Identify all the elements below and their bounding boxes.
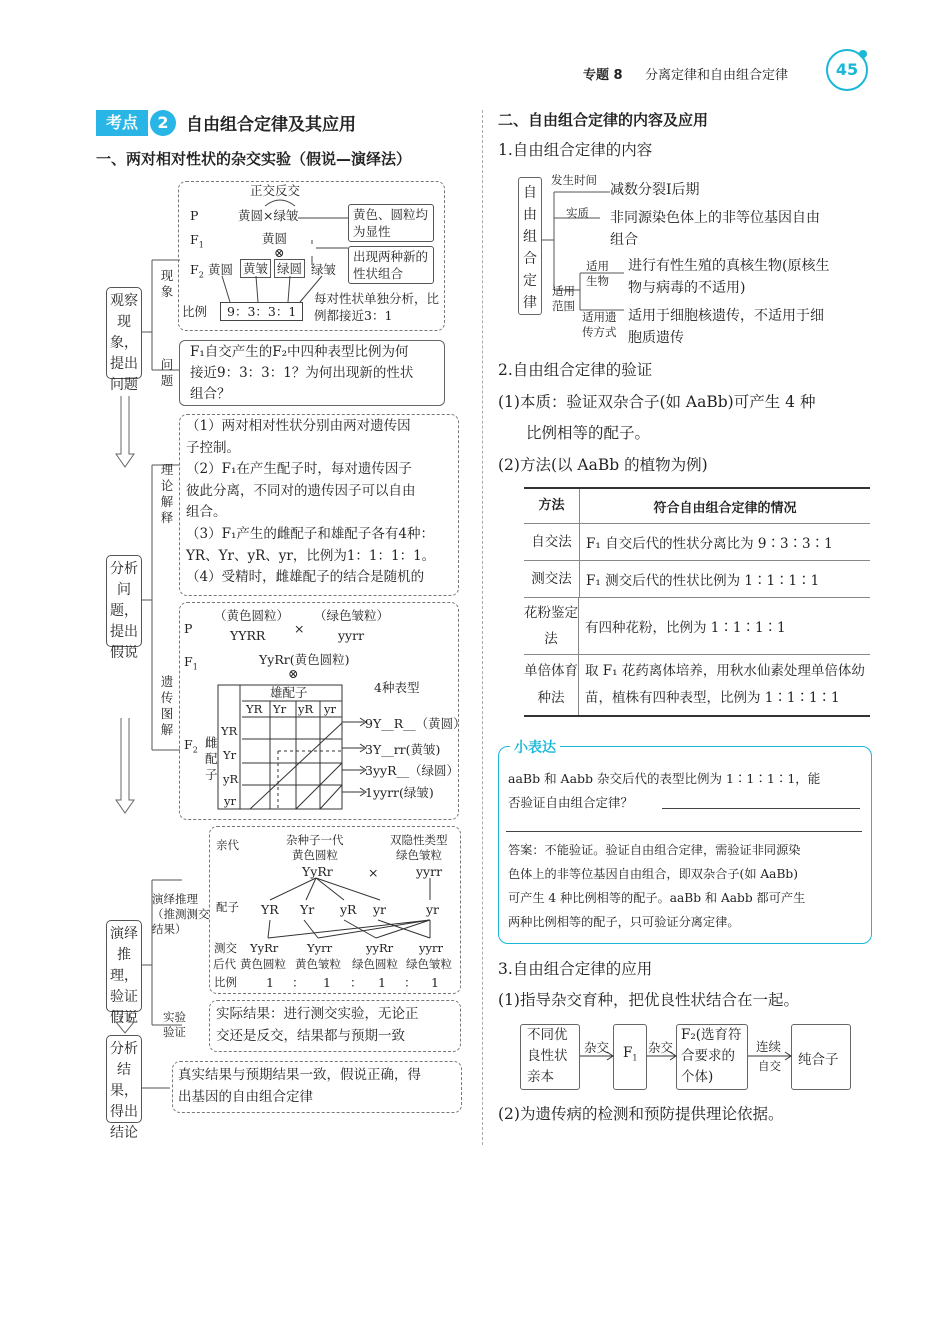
flow-arrow-label: 连续 (756, 1039, 782, 1054)
tc-ratio-4: 1 (431, 975, 439, 990)
column-divider (482, 110, 483, 1145)
punnett-f2: $F_2$ (184, 737, 198, 755)
result-1: 9Y__R__（黄圆） (365, 716, 466, 731)
label-question: 问题 (160, 357, 174, 388)
tc-gamete-5: yr (426, 902, 440, 917)
tc-pheno-label: 后代 (213, 957, 236, 971)
flow-arrow-label: 杂交 (648, 1040, 674, 1055)
f2-pheno-1: 黄圆 (208, 262, 234, 277)
cross1-direction: 正交反交 (250, 183, 301, 198)
header-topic-title: 分离定律和自由组合定律 (645, 68, 789, 83)
gamete-col-1: YR (246, 702, 263, 716)
punnett-f1: $F_1$ (184, 654, 198, 672)
down-arrow-icon (114, 396, 136, 468)
tc-recessive-pheno: 绿色皱粒 (396, 848, 442, 862)
gamete-col-2: Yr (273, 702, 287, 716)
punnett-f1-geno: YyRr(黄色圆粒) (259, 652, 350, 667)
tc-recessive-label: 双隐性类型 (390, 833, 448, 847)
tc-ratio-label: 比例 (214, 975, 237, 989)
theory-text: （1）两对相对性状分别由两对遗传因 子控制。 （2）F₁在产生配子时，每对遗传因子 彼此分离，不同对的遗传因子可以自由 组合。 （3）F₁产生的雌配子和雄配子各有4种： YR、Yr、yR、yr，比例为1：1：1：1。 （4）受精时，雌雄配子的结合是随机的 (186, 418, 436, 586)
s3-2: (2)为遗传病的检测和预防提供理论依据。 (498, 1105, 784, 1123)
answer-blank[interactable] (506, 831, 862, 832)
tc-pheno-2: 黄色皱粒 (295, 957, 341, 971)
tc-gamete-4: yr (373, 902, 387, 917)
cross1-parents: 黄圆×绿皱 (238, 208, 299, 223)
s2-2: (2)方法(以 AaBb 的植物为例) (498, 456, 708, 474)
s3-1: (1)指导杂交育种，把优良性状结合在一起。 (498, 991, 799, 1009)
note-title: 小表达 (510, 737, 560, 757)
tc-gamete-label: 配子 (216, 900, 239, 914)
label-experiment: 实验验证 (163, 1010, 186, 1039)
cross1-ratio: 9：3：3：1 (220, 302, 303, 321)
label-diagram: 遗传图解 (160, 674, 174, 737)
side-box-hypothesis: 分析问题，提出假说 (106, 555, 142, 647)
single-trait-note: 每对性状单独分析，比例都接近3：1 (314, 291, 440, 323)
tc-times: × (368, 865, 379, 880)
flow-f2: F₂(选育符合要求的个体) (681, 1027, 742, 1085)
female-gamete-label: 雌配子 (205, 735, 218, 782)
selfing-icon: ⊗ (274, 245, 285, 260)
tc-ratio-2: 1 (323, 975, 331, 990)
result-2: 3Y__rr(黄皱) (365, 742, 441, 757)
essence-label: 实质 (566, 206, 589, 220)
punnett-p2: yyrr (338, 628, 365, 643)
page-number: 45 (835, 60, 859, 79)
section-title: 自由组合定律及其应用 (186, 115, 356, 135)
punnett-times: × (294, 621, 305, 636)
down-arrow-icon (114, 718, 136, 814)
tc-ratio-sep: ： (350, 975, 363, 990)
note-question: aaBb 和 Aabb 杂交后代的表型比例为 1∶1∶1∶1，能 否验证自由组合定律？ (508, 771, 821, 810)
organism-text: 进行有性生殖的真核生物(原核生 物与病毒的不适用) (628, 258, 830, 296)
section-3-heading: 3.自由组合定律的应用 (498, 960, 653, 978)
punnett-p: P (184, 621, 193, 636)
section-2-heading: 2.自由组合定律的验证 (498, 361, 653, 379)
table-header: 方法 (524, 489, 580, 523)
selfing-icon: ⊗ (288, 666, 299, 681)
label-phenomenon: 现象 (160, 268, 174, 299)
punnett-p2-label: （绿色皱粒） (314, 608, 390, 623)
new-combo-box: 出现两种新的性状组合 (348, 246, 434, 284)
table-row: 测交法 F₁ 测交后代的性状比例为 1∶1∶1∶1 (524, 561, 870, 598)
tc-offspring-4: yyrr (419, 941, 443, 955)
section-badge: 考点 (96, 110, 148, 136)
gamete-row-2: Yr (223, 748, 237, 762)
tc-parent-label: 亲代 (216, 838, 239, 852)
page-dot-icon (859, 50, 867, 58)
s2-1-line2: 比例相等的配子。 (526, 424, 651, 442)
note-answer: 答案：不能验证。验证自由组合定律，需验证非同源染 色体上的非等位基因自由组合，即双杂合子(如 AaBb) 可产生 4 种比例相等的配子。aaBb 和 Aabb 都可产生 两种比例相等的配子，只可验证分离定律。 (508, 843, 806, 929)
flow-parents: 不同优良性状亲本 (527, 1027, 568, 1085)
method-table (524, 487, 870, 717)
cross1-p: P (190, 208, 199, 223)
cross1-f2: $F_2$ (190, 262, 204, 280)
flow-homozygote: 纯合子 (798, 1052, 839, 1068)
side-box-conclusion: 分析结果，得出结论 (106, 1035, 142, 1123)
tc-offspring-1: YyRr (250, 941, 279, 955)
cross1-f1: $F_1$ (190, 232, 204, 250)
gamete-col-3: yR (298, 702, 314, 716)
section-badge-number: 2 (150, 110, 176, 136)
section-1-heading: 1.自由组合定律的内容 (498, 141, 653, 159)
flow-arrows (580, 1050, 792, 1062)
tc-recessive: yyrr (416, 864, 443, 879)
scope-label: 适用范围 (552, 284, 575, 313)
law-label: 自由组合定律 (523, 185, 537, 311)
question-text: F₁自交产生的F₂中四种表型比例为何 接近9：3：3：1？为何出现新的性状 组合？ (190, 344, 414, 402)
tc-offspring-label: 测交 (214, 941, 237, 955)
dominance-box: 黄色、圆粒均为显性 (348, 204, 434, 242)
side-box-deduce: 演绎推理，验证假说 (106, 920, 142, 1012)
table-row: 花粉鉴定法 有四种花粉，比例为 1∶1∶1∶1 (524, 598, 870, 655)
tc-ratio-3: 1 (378, 975, 386, 990)
s2-1-line1: (1)本质：验证双杂合子(如 AaBb)可产生 4 种 (498, 393, 816, 411)
table-header: 符合自由组合定律的情况 (653, 500, 797, 516)
right-title: 二、自由组合定律的内容及应用 (498, 111, 709, 129)
conclusion-text: 真实结果与预期结果一致，假说正确，得 出基因的自由组合定律 (178, 1067, 421, 1105)
flow-arrow-label: 杂交 (584, 1040, 610, 1055)
organism-label: 适用生物 (586, 259, 609, 288)
tc-gamete-1: YR (261, 902, 279, 917)
tc-gamete-3: yR (340, 902, 357, 917)
f2-pheno-4: 绿皱 (311, 262, 337, 277)
tc-hybrid-pheno: 黄色圆粒 (292, 848, 338, 862)
table-row: 自交法 F₁ 自交后代的性状分离比为 9∶3∶3∶1 (524, 524, 870, 561)
tc-ratio-sep: ： (404, 975, 417, 990)
table-row: 单倍体育种法 取 F₁ 花药离体培养，用秋水仙素处理单倍体幼苗，植株有四种表型，比例为 1∶1∶1∶1 (524, 655, 870, 715)
label-deduce: 演绎推理（推测测交结果） (152, 892, 210, 936)
tc-pheno-4: 绿色皱粒 (406, 957, 452, 971)
f2-pheno-3: 绿圆 (274, 259, 305, 278)
time-label: 发生时间 (551, 173, 597, 187)
header-topic-label: 专题 8 (583, 68, 623, 83)
tc-ratio-1: 1 (266, 975, 274, 990)
result-3: 3yyR__（绿圆） (365, 763, 459, 778)
time-text: 减数分裂Ⅰ后期 (610, 182, 700, 198)
punnett-p1: YYRR (230, 628, 266, 643)
result-4: 1yyrr(绿皱) (365, 785, 434, 800)
gamete-row-1: YR (221, 724, 238, 738)
mode-label: 适用遗传方式 (582, 310, 617, 339)
tc-ratio-sep: ： (292, 975, 305, 990)
gamete-row-3: yR (223, 772, 239, 786)
down-arrow-icon (114, 1014, 136, 1034)
tc-gamete-2: Yr (300, 902, 315, 917)
flow-arrow-label: 自交 (758, 1059, 781, 1073)
mode-text: 适用于细胞核遗传，不适用于细 胞质遗传 (628, 308, 824, 346)
testcross-lines (244, 876, 444, 944)
left-subtitle: 一、两对相对性状的杂交实验（假说—演绎法） (96, 150, 412, 168)
punnett-p1-label: （黄色圆粒） (214, 608, 290, 623)
tc-pheno-3: 绿色圆粒 (352, 957, 398, 971)
label-theory: 理论解释 (160, 462, 174, 525)
flow-f1: $F_1$ (623, 1045, 638, 1063)
label-ratio: 比例 (182, 304, 208, 319)
tc-pheno-1: 黄色圆粒 (240, 957, 286, 971)
tc-hybrid-label: 杂种子一代 (286, 833, 344, 847)
answer-blank[interactable] (662, 808, 860, 809)
male-gamete-label: 雄配子 (270, 685, 308, 700)
side-box-observe: 观察现象，提出问题 (106, 287, 142, 379)
cross1-f1-pheno: 黄圆 (262, 231, 288, 246)
experiment-text: 实际结果：进行测交实验，无论正 交还是反交，结果都与预期一致 (216, 1006, 419, 1044)
tc-offspring-2: Yyrr (307, 941, 333, 955)
four-types-label: 4种表型 (374, 680, 420, 695)
f2-pheno-2: 黄皱 (240, 259, 271, 278)
tc-offspring-3: yyRr (366, 941, 394, 955)
gamete-row-4: yr (224, 794, 236, 808)
essence-text: 非同源染色体上的非等位基因自由 组合 (610, 210, 820, 248)
gamete-col-4: yr (324, 702, 336, 716)
tc-hybrid: YyRr (302, 864, 333, 879)
